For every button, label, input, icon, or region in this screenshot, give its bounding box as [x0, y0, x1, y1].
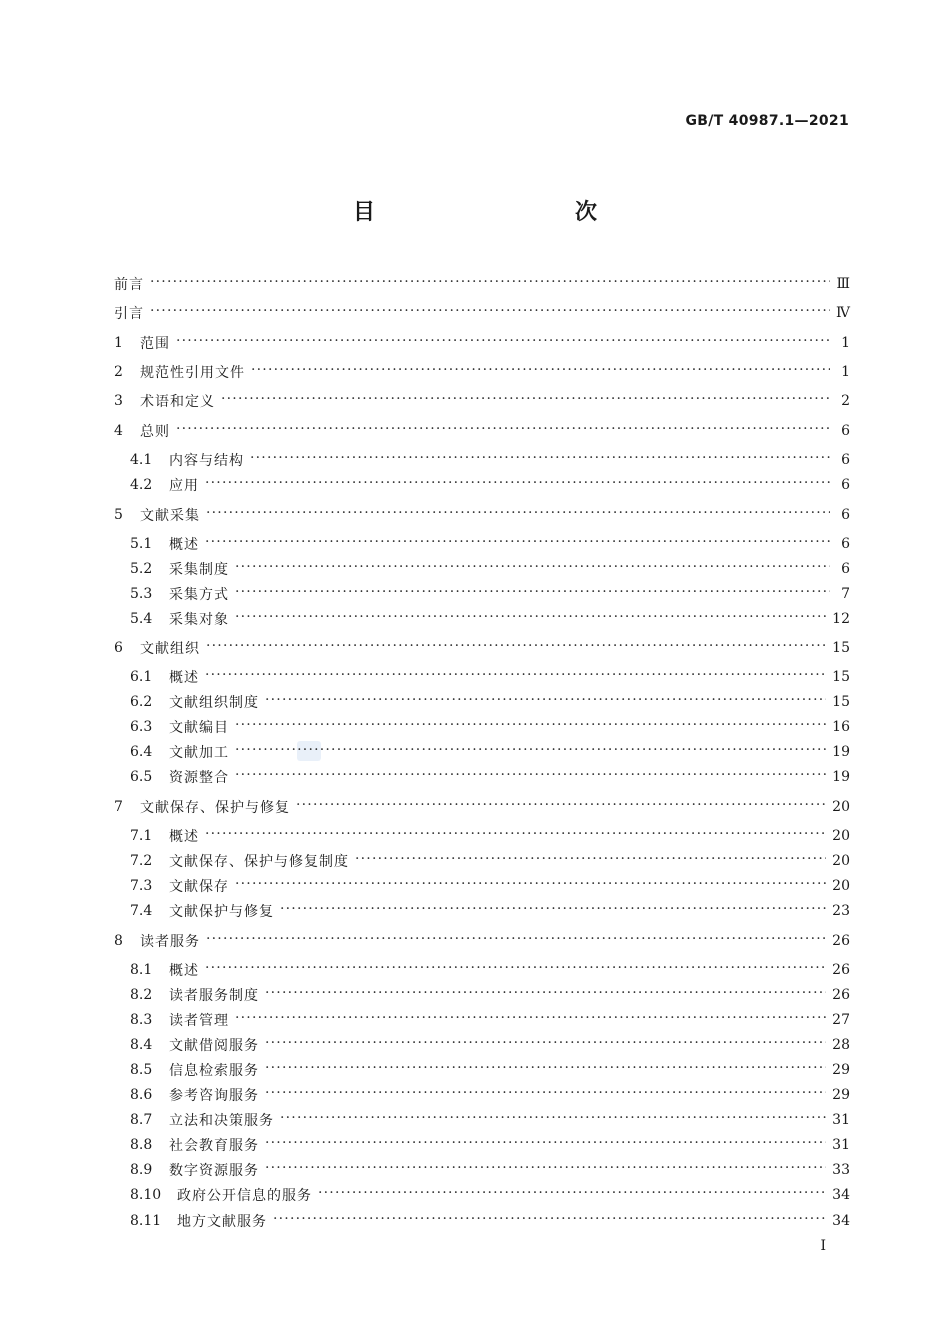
toc-entry-label: 概述 — [169, 537, 199, 553]
toc-entry[interactable] — [130, 742, 850, 762]
toc-entry-page: 34 — [832, 1187, 850, 1203]
toc-entry[interactable] — [130, 450, 850, 470]
toc-entry[interactable] — [114, 274, 850, 294]
toc-entry-label: 内容与结构 — [169, 453, 244, 469]
toc-entry-number: 8.10 — [130, 1187, 162, 1203]
toc-entry-number: 8.2 — [130, 987, 153, 1003]
toc-entry-label: 规范性引用文件 — [140, 365, 245, 381]
toc-entry-label: 立法和决策服务 — [169, 1113, 274, 1129]
toc-entry-number: 7.1 — [130, 828, 153, 844]
toc-entry-label: 文献组织 — [140, 641, 200, 657]
toc-entry-label: 引言 — [114, 306, 144, 322]
toc-entry-page: 29 — [832, 1062, 850, 1078]
toc-entry-label: 文献组织制度 — [169, 695, 259, 711]
toc-leader-dots — [176, 333, 830, 353]
toc-entry-label: 数字资源服务 — [169, 1163, 259, 1179]
toc-entry[interactable] — [130, 1110, 850, 1130]
page-number: Ⅰ — [820, 1238, 826, 1254]
toc-entry[interactable] — [130, 1035, 850, 1055]
toc-entry-page: 6 — [841, 507, 850, 523]
toc-entry[interactable] — [114, 362, 850, 382]
toc-entry[interactable] — [114, 931, 850, 951]
toc-entry-page: 34 — [832, 1213, 850, 1229]
toc-leader-dots — [280, 1110, 826, 1130]
toc-entry-page: 20 — [832, 853, 850, 869]
toc-leader-dots — [265, 1035, 826, 1055]
toc-entry-number: 8.11 — [130, 1213, 162, 1229]
toc-entry-number: 5.2 — [130, 561, 153, 577]
toc-entry-number: 8.9 — [130, 1162, 153, 1178]
toc-leader-dots — [176, 421, 830, 441]
toc-entry-label: 文献保护与修复 — [169, 904, 274, 920]
toc-leader-dots — [235, 609, 826, 629]
toc-entry-label: 读者服务制度 — [169, 988, 259, 1004]
toc-entry-page: 6 — [841, 452, 850, 468]
standard-code: GB/T 40987.1—2021 — [685, 113, 849, 129]
toc-entry-page: 6 — [841, 423, 850, 439]
toc-leader-dots — [273, 1211, 826, 1231]
toc-leader-dots — [265, 692, 826, 712]
toc-entry[interactable] — [130, 1160, 850, 1180]
toc-entry-page: 23 — [832, 903, 850, 919]
toc-entry[interactable] — [130, 960, 850, 980]
toc-entry-label: 文献编目 — [169, 720, 229, 736]
toc-entry-number: 3 — [114, 393, 123, 409]
toc-leader-dots — [355, 851, 826, 871]
toc-entry[interactable] — [130, 826, 850, 846]
toc-entry-page: 29 — [832, 1087, 850, 1103]
toc-entry-number: 7 — [114, 799, 123, 815]
toc-entry-page: 15 — [832, 640, 850, 656]
toc-leader-dots — [205, 960, 826, 980]
toc-entry-label: 文献保存 — [169, 879, 229, 895]
toc-entry-number: 6.1 — [130, 669, 153, 685]
toc-entry-page: 20 — [832, 878, 850, 894]
toc-entry-number: 5.3 — [130, 586, 153, 602]
toc-leader-dots — [205, 534, 830, 554]
toc-entry-number: 8.6 — [130, 1087, 153, 1103]
toc-entry-label: 总则 — [140, 424, 170, 440]
toc-leader-dots — [296, 797, 826, 817]
toc-entry[interactable] — [130, 1135, 850, 1155]
toc-entry-label: 采集方式 — [169, 587, 229, 603]
toc-entry-label: 概述 — [169, 670, 199, 686]
toc-entry[interactable] — [130, 475, 850, 495]
toc-entry-number: 8.3 — [130, 1012, 153, 1028]
toc-entry-label: 信息检索服务 — [169, 1063, 259, 1079]
toc-entry-label: 文献保存、保护与修复制度 — [169, 854, 349, 870]
toc-entry-number: 4.2 — [130, 477, 153, 493]
toc-leader-dots — [235, 559, 830, 579]
toc-entry-label: 社会教育服务 — [169, 1138, 259, 1154]
toc-entry-label: 资源整合 — [169, 770, 229, 786]
toc-entry-label: 文献保存、保护与修复 — [140, 800, 290, 816]
toc-entry-number: 6.2 — [130, 694, 153, 710]
toc-entry[interactable] — [114, 303, 850, 323]
toc-entry-number: 5.4 — [130, 611, 153, 627]
toc-entry-number: 1 — [114, 335, 123, 351]
toc-entry-number: 5 — [114, 507, 123, 523]
toc-entry-number: 8.4 — [130, 1037, 153, 1053]
toc-entry[interactable] — [130, 717, 850, 737]
toc-leader-dots — [205, 667, 826, 687]
toc-entry-page: 12 — [832, 611, 850, 627]
toc-entry[interactable] — [114, 333, 850, 353]
toc-leader-dots — [221, 391, 830, 411]
toc-entry-number: 6.4 — [130, 744, 153, 760]
toc-entry-label: 读者管理 — [169, 1013, 229, 1029]
toc-entry-page: 19 — [832, 744, 850, 760]
toc-entry-page: 31 — [832, 1112, 850, 1128]
toc-entry-page: 15 — [832, 669, 850, 685]
toc-entry-page: 26 — [832, 987, 850, 1003]
toc-entry-label: 读者服务 — [140, 934, 200, 950]
toc-entry-page: 6 — [841, 536, 850, 552]
toc-entry-label: 采集对象 — [169, 612, 229, 628]
toc-leader-dots — [250, 450, 830, 470]
toc-leader-dots — [235, 584, 830, 604]
toc-entry-number: 4 — [114, 423, 123, 439]
toc-leader-dots — [318, 1185, 826, 1205]
toc-entry[interactable] — [130, 1010, 850, 1030]
toc-entry-page: 26 — [832, 962, 850, 978]
toc-entry-page: 2 — [841, 393, 850, 409]
toc-entry-label: 范围 — [140, 336, 170, 352]
toc-entry-page: 20 — [832, 828, 850, 844]
toc-entry-page: 1 — [841, 364, 850, 380]
toc-entry[interactable] — [130, 1185, 850, 1205]
toc-leader-dots — [205, 475, 830, 495]
toc-leader-dots — [205, 826, 826, 846]
toc-entry-label: 地方文献服务 — [177, 1214, 267, 1230]
toc-entry-page: 20 — [832, 799, 850, 815]
toc-leader-dots — [235, 767, 826, 787]
toc-leader-dots — [235, 742, 826, 762]
toc-entry[interactable] — [130, 559, 850, 579]
toc-entry-label: 参考咨询服务 — [169, 1088, 259, 1104]
toc-leader-dots — [235, 876, 826, 896]
toc-entry-number: 8.8 — [130, 1137, 153, 1153]
toc-entry-page: 1 — [841, 335, 850, 351]
toc-entry-label: 政府公开信息的服务 — [177, 1188, 312, 1204]
toc-entry-number: 8.7 — [130, 1112, 153, 1128]
toc-leader-dots — [251, 362, 830, 382]
toc-entry-page: 27 — [832, 1012, 850, 1028]
toc-entry[interactable] — [114, 797, 850, 817]
toc-entry-label: 文献借阅服务 — [169, 1038, 259, 1054]
toc-entry-label: 前言 — [114, 277, 144, 293]
toc-entry-label: 采集制度 — [169, 562, 229, 578]
toc-entry-number: 7.2 — [130, 853, 153, 869]
toc-entry-page: Ⅲ — [836, 276, 850, 292]
toc-leader-dots — [235, 717, 826, 737]
toc-entry-number: 6 — [114, 640, 123, 656]
toc-leader-dots — [265, 1160, 826, 1180]
toc-entry-page: 16 — [832, 719, 850, 735]
toc-entry-number: 5.1 — [130, 536, 153, 552]
toc-entry-page: 7 — [841, 586, 850, 602]
toc-entry-page: 15 — [832, 694, 850, 710]
toc-entry-number: 8 — [114, 933, 123, 949]
toc-entry[interactable] — [130, 667, 850, 687]
toc-entry[interactable] — [114, 505, 850, 525]
toc-entry-label: 文献加工 — [169, 745, 229, 761]
toc-leader-dots — [265, 1135, 826, 1155]
toc-entry-page: Ⅳ — [836, 305, 850, 321]
toc-leader-dots — [206, 931, 826, 951]
toc-entry-number: 8.5 — [130, 1062, 153, 1078]
toc-entry-number: 2 — [114, 364, 123, 380]
toc-entry-label: 应用 — [169, 478, 199, 494]
toc-entry-number: 7.3 — [130, 878, 153, 894]
toc-entry[interactable] — [130, 584, 850, 604]
toc-entry-page: 6 — [841, 477, 850, 493]
toc-entry[interactable] — [130, 609, 850, 629]
toc-entry-label: 术语和定义 — [140, 394, 215, 410]
toc-entry-number: 6.5 — [130, 769, 153, 785]
toc-entry[interactable] — [114, 421, 850, 441]
toc-entry-number: 7.4 — [130, 903, 153, 919]
toc-entry[interactable] — [130, 534, 850, 554]
toc-entry[interactable] — [130, 851, 850, 871]
toc-entry-label: 概述 — [169, 963, 199, 979]
toc-entry-label: 概述 — [169, 829, 199, 845]
toc-leader-dots — [206, 505, 830, 525]
toc-entry-page: 26 — [832, 933, 850, 949]
toc-leader-dots — [150, 303, 830, 323]
toc-entry-page: 31 — [832, 1137, 850, 1153]
page-title: 目 次 — [352, 200, 649, 225]
toc-entry[interactable] — [130, 1085, 850, 1105]
toc-entry[interactable] — [130, 1060, 850, 1080]
toc-entry[interactable] — [130, 1211, 850, 1231]
toc-leader-dots — [280, 901, 826, 921]
toc-entry[interactable] — [130, 876, 850, 896]
toc-entry[interactable] — [114, 638, 850, 658]
toc-leader-dots — [206, 638, 826, 658]
toc-leader-dots — [265, 985, 826, 1005]
toc-entry-page: 33 — [832, 1162, 850, 1178]
toc-entry-label: 文献采集 — [140, 508, 200, 524]
toc-entry[interactable] — [114, 391, 850, 411]
toc-leader-dots — [265, 1060, 826, 1080]
toc-entry[interactable] — [130, 985, 850, 1005]
toc-entry-page: 28 — [832, 1037, 850, 1053]
toc-leader-dots — [150, 274, 830, 294]
toc-entry-number: 6.3 — [130, 719, 153, 735]
toc-entry-page: 6 — [841, 561, 850, 577]
toc-leader-dots — [265, 1085, 826, 1105]
toc-entry[interactable] — [130, 767, 850, 787]
toc-entry-page: 19 — [832, 769, 850, 785]
toc-entry-number: 8.1 — [130, 962, 153, 978]
toc-entry[interactable] — [130, 901, 850, 921]
toc-leader-dots — [235, 1010, 826, 1030]
toc-entry[interactable] — [130, 692, 850, 712]
toc-entry-number: 4.1 — [130, 452, 153, 468]
